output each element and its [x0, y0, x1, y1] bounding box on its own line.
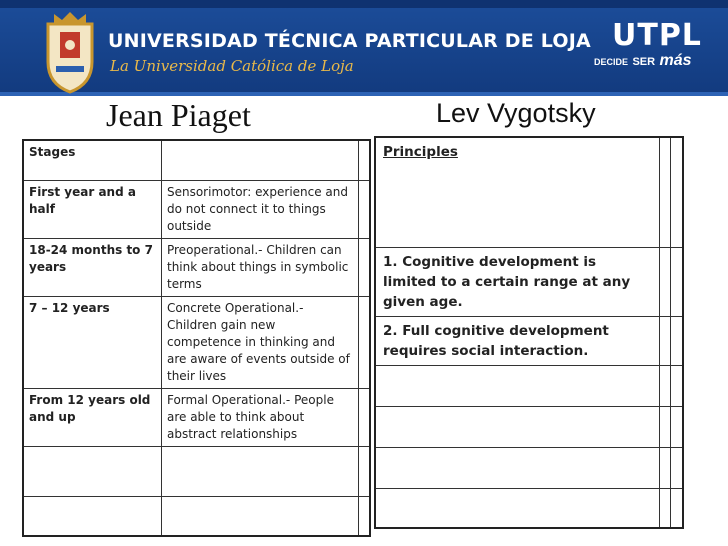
table-cell — [375, 406, 659, 447]
table-cell — [671, 316, 683, 365]
stages-header: Stages — [23, 140, 161, 180]
slogan-word-1: DECIDE — [594, 57, 629, 67]
table-cell — [659, 488, 671, 528]
university-tagline: La Universidad Católica de Loja — [110, 57, 354, 75]
table-cell — [659, 365, 671, 406]
table-row — [375, 316, 683, 365]
table-row — [23, 296, 370, 388]
table-cell — [358, 446, 370, 496]
university-name: UNIVERSIDAD TÉCNICA PARTICULAR DE LOJA — [108, 30, 591, 52]
vygotsky-title: Lev Vygotsky — [436, 98, 596, 128]
table-cell — [375, 365, 659, 406]
table-cell — [659, 406, 671, 447]
table-row — [375, 447, 683, 488]
table-cell — [358, 140, 370, 180]
stage-description: Preoperational.- Children can think about things in symbolic terms — [161, 238, 358, 296]
table-row — [23, 388, 370, 446]
slogan-word-3: más — [659, 52, 692, 69]
table-cell — [671, 406, 683, 447]
vygotsky-principles-table — [374, 136, 684, 529]
utpl-brand: UTPL — [612, 18, 702, 53]
table-cell — [358, 388, 370, 446]
header-top-strip — [0, 0, 728, 8]
table-cell — [23, 496, 161, 536]
table-row — [23, 180, 370, 238]
table-row — [375, 247, 683, 316]
table-cell — [375, 447, 659, 488]
table-cell — [671, 447, 683, 488]
table-row — [375, 406, 683, 447]
principle-text: 1. Cognitive development is limited to a certain range at any given age. — [375, 247, 659, 316]
table-header-row — [23, 140, 370, 180]
table-cell — [671, 488, 683, 528]
table-row — [23, 238, 370, 296]
utpl-slogan — [594, 52, 692, 70]
table-cell — [659, 137, 671, 247]
principle-text: 2. Full cognitive development requires social interaction. — [375, 316, 659, 365]
table-cell — [671, 365, 683, 406]
stage-age: From 12 years old and up — [23, 388, 161, 446]
university-shield-logo — [44, 10, 96, 94]
table-cell — [358, 180, 370, 238]
table-cell — [671, 247, 683, 316]
table-cell — [358, 238, 370, 296]
table-cell — [671, 137, 683, 247]
table-row — [375, 365, 683, 406]
stage-age: 18-24 months to 7 years — [23, 238, 161, 296]
table-cell — [659, 316, 671, 365]
piaget-stages-table — [22, 139, 371, 537]
piaget-title: Jean Piaget — [106, 97, 251, 133]
table-cell — [23, 446, 161, 496]
table-cell — [161, 496, 358, 536]
table-cell — [375, 488, 659, 528]
table-header-row — [375, 137, 683, 247]
stage-description: Concrete Operational.- Children gain new competence in thinking and are aware of events outside of their lives — [161, 296, 358, 388]
table-cell — [659, 247, 671, 316]
table-cell — [161, 446, 358, 496]
stage-age: First year and a half — [23, 180, 161, 238]
table-row — [23, 446, 370, 496]
table-cell — [358, 296, 370, 388]
stage-age: 7 – 12 years — [23, 296, 161, 388]
table-cell — [358, 496, 370, 536]
table-row — [375, 488, 683, 528]
header-bottom-strip — [0, 92, 728, 96]
table-cell — [659, 447, 671, 488]
stage-description: Sensorimotor: experience and do not connect it to things outside — [161, 180, 358, 238]
table-row — [23, 496, 370, 536]
table-cell — [161, 140, 358, 180]
principles-header-text: Principles — [383, 144, 458, 160]
stage-description: Formal Operational.- People are able to think about abstract relationships — [161, 388, 358, 446]
principles-header — [375, 137, 659, 247]
slogan-word-2: SER — [632, 56, 656, 68]
header-banner — [0, 0, 728, 96]
